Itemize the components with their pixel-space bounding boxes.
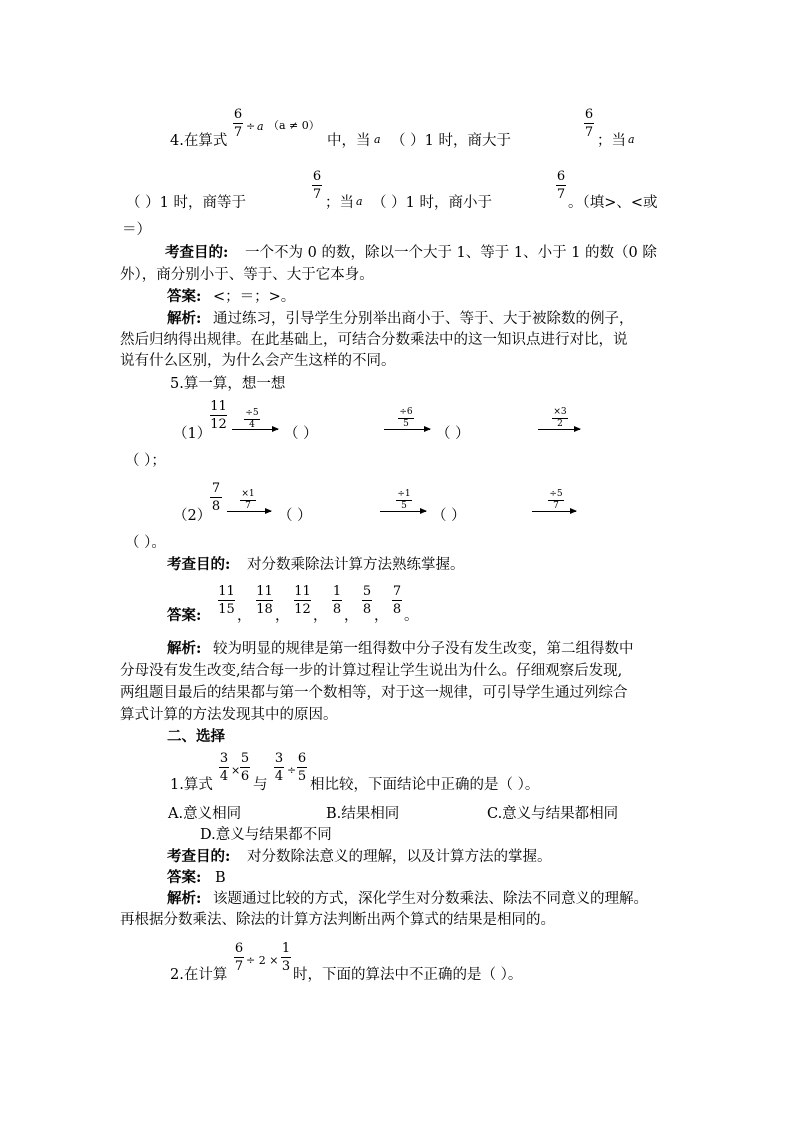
fraction-bar [233,123,243,124]
op-den: 5 [401,501,407,511]
q4-line2-mid: ；当 [325,195,354,211]
q5-r2-arrow2 [380,511,426,512]
q4-var-a3: a [628,133,635,146]
numerator: 6 [233,107,243,122]
q4-line1-blank: （ ）1 时，商大于 [391,133,511,149]
fraction-bar [556,185,566,186]
numerator: 6 [584,107,594,122]
c2-f2 [281,942,291,973]
q5-sep-4: ， [344,608,359,624]
numerator: 5 [240,751,250,766]
q4-purpose-text: 一个不为 0 的数，除以一个大于 1、等于 1、小于 1 的数（0 除 [245,245,657,261]
q5-analysis-l3: 两组题目最后的结果都与第一个数相等，对于这一规律，可引导学生通过列综合 [120,685,628,701]
q5-r1-op3 [552,408,568,429]
fraction-bar [210,497,222,498]
q5-r1-op2 [398,408,414,429]
q4-fraction-2a [312,170,322,201]
denominator: 6 [240,769,250,784]
q5-r2-op2 [396,490,412,511]
q5-analysis-l4: 算式计算的方法发现其中的原因。 [120,707,338,723]
c1-f1 [219,752,229,783]
op-num: 5 [556,489,563,499]
denominator: 7 [584,125,594,140]
denominator: 8 [362,602,372,617]
fraction-bar [584,123,594,124]
op-num: 1 [248,489,255,499]
q5-answer-3 [294,585,311,616]
op-num: 6 [406,407,413,417]
q5-answer-2 [256,585,273,616]
c1-analysis-label: 解析: [167,890,202,907]
denominator: 12 [210,417,227,432]
q4-purpose-text2: 外），商分别小于、等于、大于它本身。 [120,267,374,283]
fraction-bar [274,767,284,768]
c1-analysis-l2: 再根据分数乘法、除法的计算方法判断出两个算式的结果是相同的。 [120,912,555,928]
denominator: 4 [219,769,229,784]
fraction-bar [297,767,307,768]
q4-analysis-label: 解析: [167,310,202,327]
q5-r1-start [210,400,227,431]
op-sign: ÷ [245,408,253,418]
q5-r2-arrow3 [532,511,576,512]
numerator: 11 [256,584,273,599]
q4-answer-text: <；＝；>。 [213,289,296,305]
q5-analysis-label: 解析: [167,640,202,657]
numerator: 6 [297,751,307,766]
denominator: 8 [211,499,221,514]
op-den: 4 [249,420,255,430]
denominator: 8 [332,602,342,617]
denominator: 4 [274,769,284,784]
q5-r1-label: （1） [173,426,212,442]
numerator: 11 [218,584,235,599]
q4-condition: （a ≠ 0） [268,119,320,132]
q5-answer-6 [392,585,402,616]
c2-prefix: 2.在计算 [170,967,228,983]
q5-analysis-l2: 分母没有发生改变,结合每一步的计算过程让学生说出为什么。仔细观察后发现, [120,663,623,679]
q4-line2-blank: （ ）1 时，商小于 [372,195,492,211]
op-den: 2 [557,419,563,429]
c1-f3 [274,752,284,783]
q5-r2-op3 [548,490,564,511]
c1-f2 [240,752,250,783]
c1-purpose-label: 考查目的: [167,848,231,865]
fraction-bar [392,600,402,601]
denominator: 18 [256,602,273,617]
op-num: 5 [252,408,259,418]
fraction-bar [312,185,322,186]
q5-answer-5 [362,585,372,616]
numerator: 5 [362,584,372,599]
q5-r2-op1 [240,490,256,511]
fraction-bar [219,767,229,768]
op-sign: ÷ [399,407,407,417]
c1-answer-text: B [215,870,226,886]
q5-r1-blank1: （ ） [284,426,318,442]
op-den: 7 [553,501,559,511]
op-sign: ÷ [549,489,557,499]
q5-answer-end: 。 [404,608,419,624]
q4-analysis-l1: 通过练习，引导学生分别举出商小于、等于、大于被除数的例子， [213,311,634,327]
denominator: 5 [297,769,307,784]
numerator: 6 [556,169,566,184]
q5-r2-label: （2） [173,508,212,524]
q5-r1-arrow2 [384,429,430,430]
denominator: 3 [281,959,291,974]
q4-line2-end: 。（填>、<或 [568,195,658,211]
q5-sep-2: ， [275,608,290,624]
fraction-bar [234,957,244,958]
q4-fraction-six-seventh [584,108,594,139]
q5-r2-blank1: （ ） [278,508,312,524]
c2-f1 [234,942,244,973]
fraction-bar [210,415,227,416]
c1-option-c[interactable]: C.意义与结果都相同 [487,806,619,822]
section-title: 二、选择 [167,728,225,745]
q5-analysis-l1: 较为明显的规律是第一组得数中分子没有发生改变，第二组得数中 [213,641,634,657]
op-den: 5 [403,419,409,429]
q4-var-a2: a [374,133,381,146]
q5-sep-3: ， [313,608,328,624]
q4-line3: ＝） [122,222,151,238]
q5-r1-op1 [244,409,260,430]
c1-op1: × [231,764,241,777]
q5-title: 5.算一算，想一想 [170,376,286,392]
numerator: 1 [332,584,342,599]
fraction-bar [362,600,372,601]
denominator: 8 [392,602,402,617]
q5-r1-arrow3 [538,429,580,430]
op-num: 1 [404,489,411,499]
q5-r2-arrow1 [227,511,271,512]
q5-r1-arrow1 [232,429,278,430]
numerator: 3 [219,751,229,766]
numerator: 3 [274,751,284,766]
c1-option-a[interactable]: A.意义相同 [168,806,242,822]
c1-prefix: 1.算式 [170,777,213,793]
numerator: 11 [294,584,311,599]
denominator: 7 [234,959,244,974]
q5-purpose-text: 对分数乘除法计算方法熟练掌握。 [247,557,465,573]
q5-r2-blank2: （ ） [432,508,466,524]
q4-line2-var: a [356,195,363,208]
numerator: 11 [210,399,227,414]
c2-mid-ops: ÷ 2 × [246,954,279,967]
fraction-bar [256,600,273,601]
op-num: 3 [560,407,567,417]
q4-purpose-label: 考查目的: [165,244,229,261]
op-sign: ÷ [397,489,405,499]
q4-fraction-2b [556,170,566,201]
q5-r2-tail: （ ）。 [125,535,166,551]
numerator: 7 [211,481,221,496]
q4-var-a: a [257,120,264,133]
c1-question: 相比较，下面结论中正确的是（ ）。 [310,777,540,793]
c1-and: 与 [253,777,268,793]
denominator: 7 [556,187,566,202]
c1-answer-label: 答案: [167,869,202,886]
c2-question: 时，下面的算法中不正确的是（ ）。 [293,967,523,983]
q4-analysis-l2: 然后归纳得出规律。在此基础上，可结合分数乘法中的这一知识点进行对比，说 [120,332,628,348]
q4-expr-fraction [233,108,243,139]
q5-r1-tail: （ ）； [125,453,166,469]
q5-sep-1: ， [237,608,252,624]
denominator: 7 [312,187,322,202]
fraction-bar [281,957,291,958]
q4-divide-sign: ÷ [246,120,256,133]
numerator: 6 [234,941,244,956]
q5-answer-1 [218,585,235,616]
q5-sep-5: ， [374,608,389,624]
denominator: 12 [294,602,311,617]
q5-r1-blank2: （ ） [436,426,470,442]
c1-option-d[interactable]: D.意义与结果都不同 [200,827,332,843]
q5-r2-start [210,482,222,513]
op-sign: × [241,489,249,499]
q4-line1-prefix: 4.在算式 [170,133,228,149]
q4-line1-end: ；当 [597,133,626,149]
numerator: 1 [281,941,291,956]
op-den: 7 [245,501,251,511]
c1-f4 [297,752,307,783]
numerator: 6 [312,169,322,184]
numerator: 7 [392,584,402,599]
op-sign: × [553,407,561,417]
denominator: 7 [233,125,243,140]
fraction-bar [294,600,311,601]
c1-option-b[interactable]: B.结果相同 [326,806,400,822]
q4-line2-prefix: （ ）1 时，商等于 [126,195,246,211]
fraction-bar [240,767,250,768]
q4-answer-label: 答案: [167,288,202,305]
q4-analysis-l3: 说有什么区别，为什么会产生这样的不同。 [120,353,396,369]
c1-op2: ÷ [287,764,297,777]
fraction-bar [218,600,235,601]
q5-purpose-label: 考查目的: [167,556,231,573]
q5-answer-4 [332,585,342,616]
q4-line1-mid: 中，当 [327,133,371,149]
c1-analysis-l1: 该题通过比较的方式，深化学生对分数乘法、除法不同意义的理解。 [213,891,648,907]
denominator: 15 [218,602,235,617]
fraction-bar [332,600,342,601]
c1-purpose-text: 对分数除法意义的理解，以及计算方法的掌握。 [247,849,552,865]
q5-answer-label: 答案: [167,607,202,624]
